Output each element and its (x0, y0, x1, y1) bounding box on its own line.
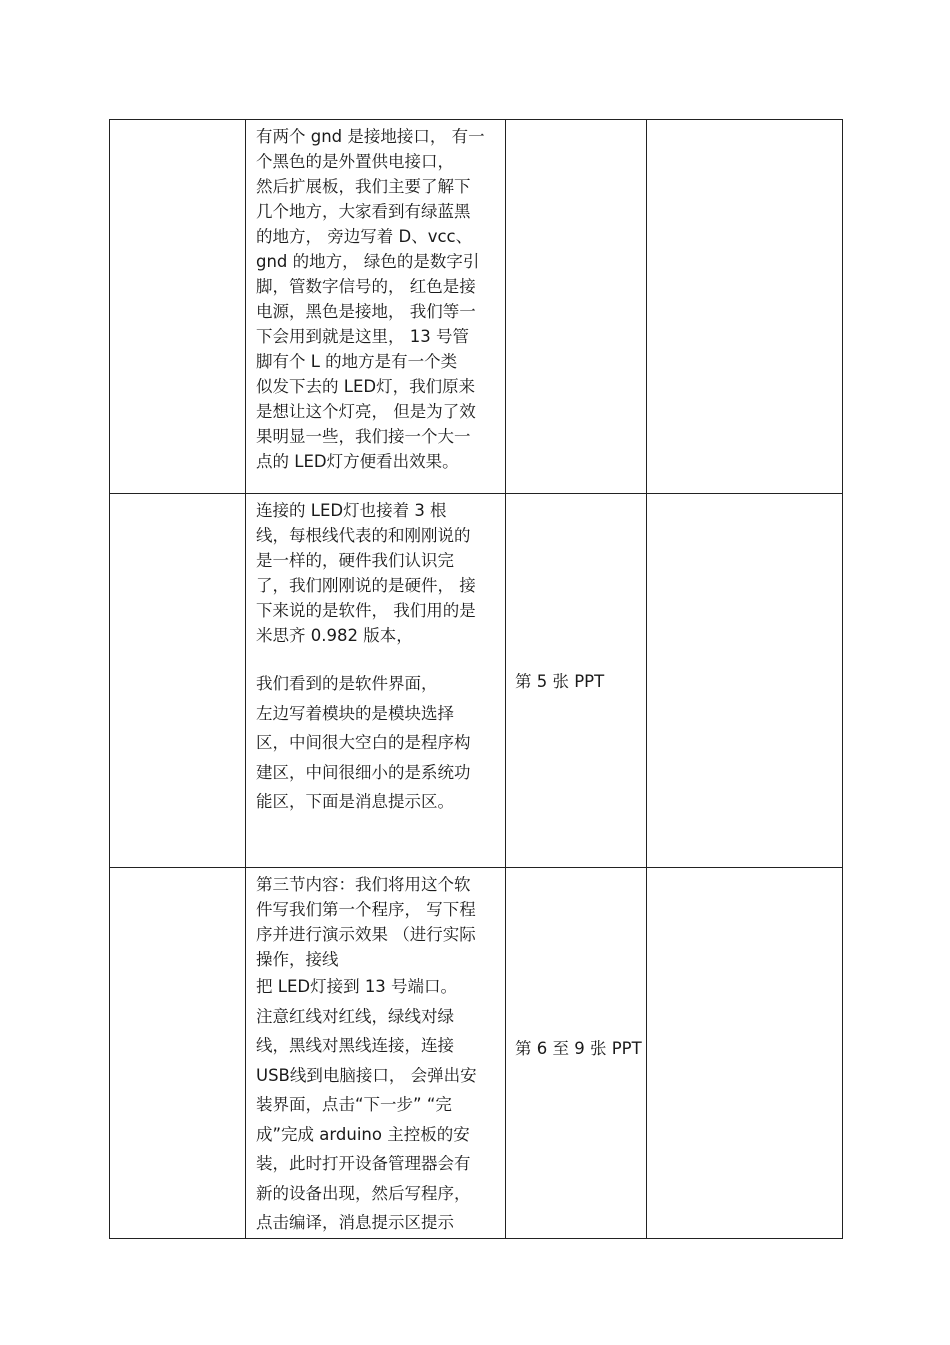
row3-content-cell (246, 868, 506, 1239)
row2-slide-cell (506, 494, 647, 868)
table-row (110, 494, 843, 868)
row3-content-text-b: 把 LED灯接到 13 号端口。 注意红线对红线，绿线对绿 线，黑线对黑线连接，连接 USB线到电脑接口， 会弹出安 装界面，点击“下一步” “完 成”完成 arduino 主控板的安 装，此时打开设备管理器会有 新的设备出现，然后写程序， 点击编译，消息提示区提示 (256, 977, 477, 1232)
row2-content-text-a: 连接的 LED灯也接着 3 根 线，每根线代表的和刚刚说的 是一样的，硬件我们认识完 了，我们刚刚说的是硬件， 接 下来说的是软件， 我们用的是 米思齐 0.982 版本， (256, 501, 476, 645)
table-row (110, 120, 843, 494)
row3-content-text-a: 第三节内容：我们将用这个软 件写我们第一个程序， 写下程 序并进行演示效果 （进行实际 操作，接线 (256, 875, 476, 969)
row1-slide-cell (506, 120, 647, 494)
paragraph-gap (246, 648, 505, 665)
row3-slide-cell (506, 868, 647, 1239)
table-row (110, 868, 843, 1239)
row3-col1-empty-cell (110, 868, 246, 1239)
row1-content-cell (246, 120, 506, 494)
row2-col1-empty-cell (110, 494, 246, 868)
lesson-plan-table (109, 119, 843, 1239)
row3-col4-empty-cell (647, 868, 843, 1239)
row2-slide-reference: 第 5 张 PPT (515, 672, 605, 691)
row2-col4-empty-cell (647, 494, 843, 868)
row3-slide-reference: 第 6 至 9 张 PPT (515, 1039, 642, 1058)
row1-col4-empty-cell (647, 120, 843, 494)
row2-content-cell (246, 494, 506, 868)
row2-content-text-b: 我们看到的是软件界面， 左边写着模块的是模块选择 区，中间很大空白的是程序构 建区，中间很细小的是系统功 能区，下面是消息提示区。 (256, 674, 471, 811)
row1-content-text: 有两个 gnd 是接地接口， 有一 个黑色的是外置供电接口， 然后扩展板，我们主要了解下 几个地方，大家看到有绿蓝黑 的地方， 旁边写着 D、vcc、 gnd 的地方， 绿色的是数字引 脚，管数字信号的， 红色是接 电源，黑色是接地， 我们等一 下会用到就是这里， 13 号管 脚有个 L 的地方是有一个类 似发下去的 LED灯，我们原来 是想让这个灯亮， 但是为了效 果明显一些，我们接一个大一 点的 LED灯方便看出效果。 (256, 127, 485, 471)
row1-col1-empty-cell (110, 120, 246, 494)
